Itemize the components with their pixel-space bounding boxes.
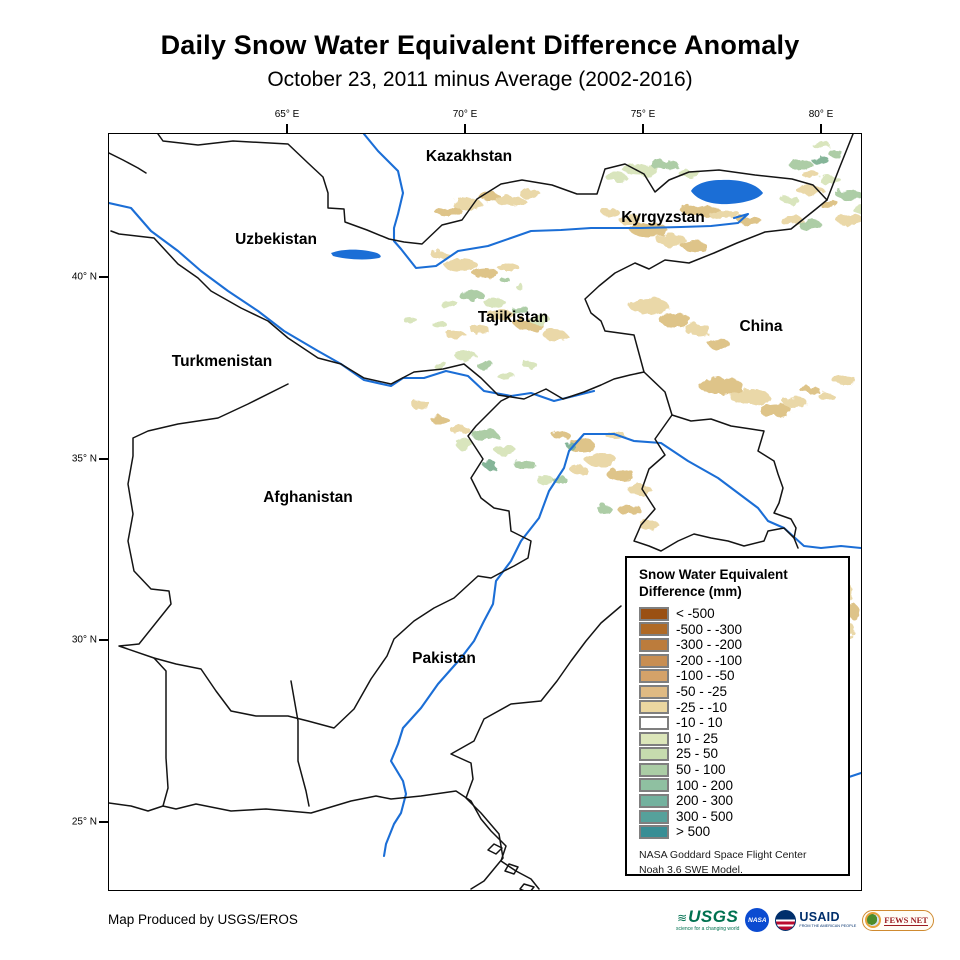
legend-note [639,848,848,878]
legend-row [639,700,848,716]
legend-row [639,809,848,825]
legend-note-line2: Noah 3.6 SWE Model. [639,863,743,876]
legend-row [639,731,848,747]
legend-note-line1: NASA Goddard Space Flight Center [639,848,807,861]
country-label-tajikistan: Tajikistan [477,309,549,326]
legend-swatch [639,763,669,777]
legend-row [639,824,848,840]
border-karakoram [672,415,796,538]
usaid-logo-text: USAID [799,910,840,925]
legend-title-line2: Difference (mm) [639,583,742,599]
legend-swatch [639,638,669,652]
usgs-wave-icon: ≋ [677,911,688,925]
legend-swatch [639,778,669,792]
y-axis-tick-label: 30° N [71,634,97,646]
legend-row [639,793,848,809]
country-label-afghanistan: Afghanistan [263,489,353,506]
legend-swatch [639,825,669,839]
page-subtitle: October 23, 2011 minus Average (2002-2016) [267,68,693,91]
legend-label: 100 - 200 [676,777,734,793]
y-axis-tick-label: 40° N [71,271,97,283]
legend-label: 25 - 50 [676,746,719,762]
legend-label: -300 - -200 [676,637,743,653]
nasa-logo [745,908,769,932]
legend-row [639,637,848,653]
x-axis-tick-mark [820,124,822,133]
legend [625,556,850,876]
legend-swatch [639,747,669,761]
legend-swatch [639,794,669,808]
legend-row [639,746,848,762]
legend-row [639,622,848,638]
legend-label: 200 - 300 [676,793,734,809]
x-axis-tick-label: 65° E [274,109,300,120]
legend-label: -10 - 10 [676,715,723,731]
fewsnet-globe-icon [865,912,881,928]
page-title: Daily Snow Water Equivalent Difference Anomaly [160,30,800,60]
usaid-emblem-icon [775,910,796,931]
legend-swatch [639,732,669,746]
lake-issyk-kul [691,180,763,204]
border-nw-fragment [109,153,146,173]
fewsnet-logo [862,910,934,931]
nasa-meatball-icon: NASA [745,908,769,932]
country-label-turkmenistan: Turkmenistan [171,353,273,370]
legend-title-line1: Snow Water Equivalent [639,567,788,582]
country-label-uzbekistan: Uzbekistan [235,231,317,248]
usaid-logo [775,910,856,931]
legend-swatch [639,654,669,668]
border-afghan-iran-pak [119,384,531,728]
border-afghan-north [341,364,644,399]
lake-aydarkul [331,250,381,260]
legend-row [639,668,848,684]
legend-swatch [639,716,669,730]
y-axis-tick-mark [99,276,108,278]
legend-swatch [639,700,669,714]
x-axis-tick-label: 70° E [452,109,478,120]
legend-label: 50 - 100 [676,761,726,777]
country-label-pakistan: Pakistan [412,650,476,667]
legend-row [639,762,848,778]
x-axis-tick-label: 80° E [808,109,834,120]
country-label-china: China [739,318,783,335]
legend-swatch [639,669,669,683]
x-axis-tick-mark [464,124,466,133]
legend-swatch [639,607,669,621]
x-axis-tick-label: 75° E [630,109,656,120]
legend-row [639,715,848,731]
legend-label: 300 - 500 [676,808,734,824]
legend-rows [639,606,848,840]
legend-swatch [639,810,669,824]
border-india-pakistan [451,606,621,889]
legend-row [639,684,848,700]
legend-label: -50 - -25 [676,684,728,700]
legend-label: -25 - -10 [676,699,728,715]
footer-logos [676,901,934,939]
legend-label: -500 - -300 [676,621,743,637]
fewsnet-logo-text: FEWS NET [884,914,928,925]
legend-swatch [639,685,669,699]
legend-row [639,653,848,669]
x-axis-tick-mark [286,124,288,133]
y-axis-tick-label: 35° N [71,453,97,465]
y-axis-tick-mark [99,639,108,641]
border-china-west [585,200,827,551]
legend-label: < -500 [676,606,715,622]
usgs-tagline: science for a changing world [676,926,740,932]
x-axis-tick-mark [642,124,644,133]
legend-label: 10 - 25 [676,730,719,746]
country-label-kazakhstan: Kazakhstan [425,148,513,165]
y-axis-tick-label: 25° N [71,816,97,828]
usaid-tagline: FROM THE AMERICAN PEOPLE [799,924,857,929]
river-amu-darya [109,203,594,401]
legend-row [639,778,848,794]
usgs-logo [676,908,739,932]
legend-swatch [639,622,669,636]
legend-label: -200 - -100 [676,652,743,668]
usgs-logo-text: USGS [688,907,739,926]
legend-row [639,606,848,622]
country-label-kyrgyzstan: Kyrgyzstan [621,209,705,226]
border-balochistan-line [291,681,309,806]
y-axis-tick-mark [99,821,108,823]
border-iran-pakistan [154,658,168,806]
legend-label: > 500 [676,824,711,840]
y-axis-tick-mark [99,458,108,460]
legend-label: -100 - -50 [676,668,735,684]
credit-text: Map Produced by USGS/EROS [108,912,298,927]
legend-title [639,567,848,600]
